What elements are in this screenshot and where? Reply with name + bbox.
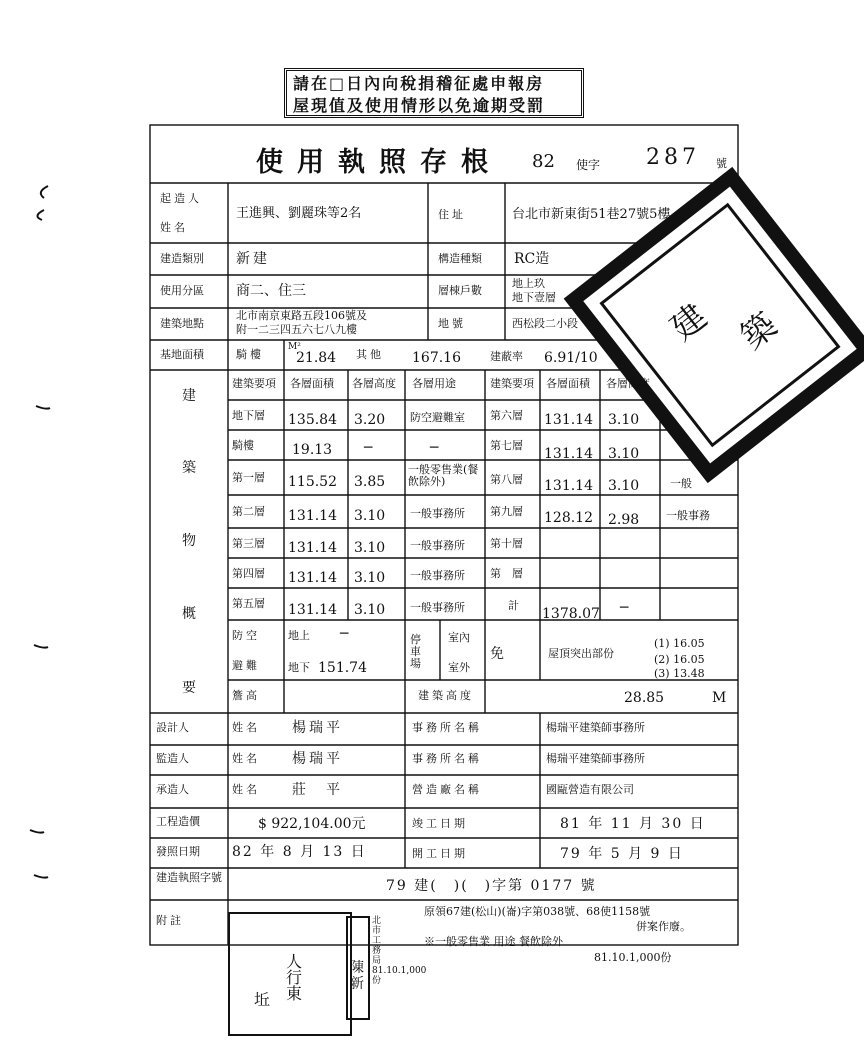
floors-above: 地上玖 (512, 277, 545, 290)
issue-date: 82 年 8 月 13 日 (232, 844, 367, 860)
right-row-name: 第 層 (490, 567, 523, 580)
left-row-name: 第五層 (232, 597, 265, 610)
col-header-use: 各層用途 (412, 377, 456, 390)
col-header-area: 各層面積 (290, 377, 334, 390)
designer-office-label: 事務所名稱 (412, 721, 482, 734)
side-label-1: 建 (182, 388, 196, 404)
issue-label: 發照日期 (156, 845, 200, 858)
left-row-area: 131.14 (288, 602, 337, 618)
supervisor-office-label: 事務所名稱 (412, 752, 482, 765)
coverage-value: 6.91/10 (544, 350, 598, 366)
building-height-unit: M (712, 690, 727, 706)
left-row-use: 一般事務所 (410, 539, 465, 552)
eave-height-label: 簷高 (232, 689, 260, 702)
form-title: 使用執照存根 (256, 147, 502, 178)
designer-name: 楊瑞平 (292, 720, 343, 736)
remarks-line-2: 併案作廢。 (636, 920, 691, 933)
left-row-height: 3.10 (354, 570, 386, 586)
arcade-label: 騎樓 (236, 348, 264, 361)
left-row-name: 第一層 (232, 471, 265, 484)
building-height-label: 建築高度 (418, 689, 474, 702)
completion-label: 竣工日期 (412, 817, 468, 830)
builder-address: 台北市新東街51巷27號5樓 (512, 207, 671, 222)
right-row-name: 第七層 (490, 439, 523, 452)
permit-type-char: 使字 (576, 158, 601, 172)
signature-box (228, 912, 352, 1036)
left-row-name: 第三層 (232, 537, 265, 550)
structure-label: 構造種類 (438, 252, 482, 265)
contractor-label: 承造人 (156, 783, 189, 796)
builder-names: 王進興、劉麗珠等2名 (236, 206, 362, 221)
shelter-above-label: 地上 (288, 629, 310, 642)
left-row-name: 騎樓 (232, 439, 254, 452)
right-row-name: 第九層 (490, 505, 523, 518)
side-label-3: 物 (182, 533, 196, 549)
structure-value: RC造 (514, 251, 550, 267)
site-area-label: 基地面積 (160, 348, 204, 361)
permit-number: 287 (646, 145, 700, 170)
supervisor-name: 楊瑞平 (292, 751, 343, 767)
left-row-name: 第二層 (232, 505, 265, 518)
col-header-items: 建築要項 (232, 377, 276, 390)
office-seal (346, 916, 370, 1020)
left-row-height: 3.20 (354, 412, 386, 428)
lot-label: 地號 (438, 317, 466, 330)
right-row-name: 第八層 (490, 473, 523, 486)
completion-date: 81 年 11 月 30 日 (560, 816, 706, 832)
floors-label: 層棟戶數 (438, 284, 482, 297)
total-height: ─ (620, 600, 629, 616)
right-row-area: 131.14 (544, 478, 593, 494)
left-row-height: 3.10 (354, 508, 386, 524)
roof-3: (3) 13.48 (654, 667, 705, 680)
roof-label: 屋頂突出部份 (548, 647, 614, 660)
right-row-use: 一般事務 (666, 509, 710, 522)
shelter-label-2: 避難 (232, 659, 260, 672)
designer-name-label: 姓名 (232, 721, 260, 734)
right-row-height: 3.10 (608, 478, 640, 494)
left-row-area: 131.14 (288, 570, 337, 586)
left-row-use: 一般零售業(餐飲除外) (408, 463, 479, 488)
permit-label: 建造執照字號 (156, 871, 222, 884)
left-row-height: 3.10 (354, 540, 386, 556)
permit-value: 79 建( )( )字第 0177 號 (386, 878, 597, 894)
cost-label: 工程造價 (156, 815, 200, 828)
left-row-area: 135.84 (288, 412, 337, 428)
parking-outdoor-label: 室外 (448, 661, 470, 674)
building-height: 28.85 (624, 690, 665, 706)
notice-line-1: 請在□日內向稅捐稽征處申報房 (293, 74, 545, 93)
right-row-area: 131.14 (544, 412, 593, 428)
right-row-height: 3.10 (608, 412, 640, 428)
builder-label-bottom: 姓名 (160, 221, 188, 234)
site-label: 建築地點 (160, 317, 204, 330)
left-row-area: 115.52 (288, 474, 337, 490)
left-row-use: ─ (430, 440, 439, 456)
category-value: 新建 (236, 251, 270, 267)
svg-text:築: 築 (733, 305, 785, 358)
contractor-firm-label: 營造廠名稱 (412, 783, 482, 796)
right-row-area: 131.14 (544, 446, 593, 462)
shelter-below-label: 地下 (288, 661, 310, 674)
floors-below: 地下壹層 (512, 291, 556, 304)
category-label: 建造類別 (160, 252, 204, 265)
contractor-name-label: 姓名 (232, 783, 260, 796)
supervisor-office: 楊瑞平建築師事務所 (546, 752, 645, 765)
left-row-name: 地下層 (232, 409, 265, 422)
cost-value: $ 922,104.00元 (258, 816, 366, 832)
side-label-5: 要 (182, 680, 196, 696)
remarks-label: 附註 (156, 914, 184, 927)
shelter-above: ─ (340, 626, 349, 642)
notice-line-2: 屋現值及使用情形以免逾期受罰 (293, 96, 546, 115)
site-line-1: 北市南京東路五段106號及 (236, 309, 367, 322)
left-row-area: 131.14 (288, 508, 337, 524)
zoning-value: 商二、住三 (236, 283, 306, 299)
right-row-name: 第六層 (490, 409, 523, 422)
roof-2: (2) 16.05 (654, 653, 705, 666)
start-label: 開工日期 (412, 847, 468, 860)
shelter-label-1: 防空 (232, 629, 260, 642)
remarks-line-3: ※一般零售業 用途 餐飲除外 (424, 935, 563, 948)
other-label: 其他 (356, 348, 384, 361)
parking-indoor-label: 室內 (448, 631, 470, 644)
right-row-name: 第十層 (490, 537, 523, 550)
vertical-print-note: 北市工務局 81.10.1,000份 (372, 916, 427, 986)
lot-value: 西松段二小段 (512, 317, 578, 330)
right-row-area: 128.12 (544, 510, 593, 526)
permit-suffix: 號 (716, 157, 727, 170)
designer-label: 設計人 (156, 721, 189, 734)
side-label-2: 築 (182, 460, 196, 476)
builder-label-top: 起造人 (160, 192, 202, 205)
left-row-use: 防空避難室 (410, 411, 465, 424)
left-row-height: 3.85 (354, 474, 386, 490)
right-row-name: 計 (508, 599, 519, 612)
seal-text: 陳新 (350, 960, 364, 992)
side-label-4: 概 (182, 606, 196, 622)
col-header-height: 各層高度 (352, 377, 396, 390)
signature: 人行東 (286, 952, 303, 1003)
signature-mark: 坵 (254, 990, 271, 1009)
designer-office: 楊瑞平建築師事務所 (546, 721, 645, 734)
left-row-use: 一般事務所 (410, 601, 465, 614)
parking-label: 停車場 (410, 633, 421, 670)
permit-year: 82 (532, 151, 555, 172)
right-row-use: 一般 (670, 477, 692, 490)
address-label: 住址 (438, 208, 466, 221)
start-date: 79 年 5 月 9 日 (560, 846, 684, 862)
supervisor-name-label: 姓名 (232, 752, 260, 765)
roof-1: (1) 16.05 (654, 637, 705, 650)
col-header-area-right: 各層面積 (546, 377, 590, 390)
left-row-area: 131.14 (288, 540, 337, 556)
coverage-label: 建蔽率 (490, 350, 523, 363)
total-area: 1378.07 (542, 606, 600, 622)
other-area: 167.16 (412, 350, 461, 366)
left-row-height: ─ (364, 440, 373, 456)
col-header-height-right: 各層高度 (606, 377, 650, 390)
remarks-line-1: 原領67建(松山)(崙)字第038號、68使1158號 (424, 905, 651, 918)
contractor-firm: 國甌營造有限公司 (546, 783, 634, 796)
zoning-label: 使用分區 (160, 284, 204, 297)
svg-text:建: 建 (663, 296, 715, 349)
site-line-2: 附一二三四五六七八九樓 (236, 323, 357, 336)
right-row-height: 3.10 (608, 446, 640, 462)
parking-value: 免 (490, 646, 504, 662)
left-row-area: 19.13 (292, 442, 333, 458)
left-row-use: 一般事務所 (410, 507, 465, 520)
arcade-unit: M² (288, 342, 301, 352)
supervisor-label: 監造人 (156, 752, 189, 765)
arcade-area: 21.84 (296, 350, 337, 366)
right-row-height: 2.98 (608, 512, 640, 528)
col-header-items-right: 建築要項 (490, 377, 534, 390)
left-row-name: 第四層 (232, 567, 265, 580)
print-run-note: 81.10.1,000份 (594, 951, 672, 964)
shelter-below: 151.74 (318, 660, 367, 676)
left-row-use: 一般事務所 (410, 569, 465, 582)
left-row-height: 3.10 (354, 602, 386, 618)
contractor-name: 莊 平 (292, 782, 343, 798)
